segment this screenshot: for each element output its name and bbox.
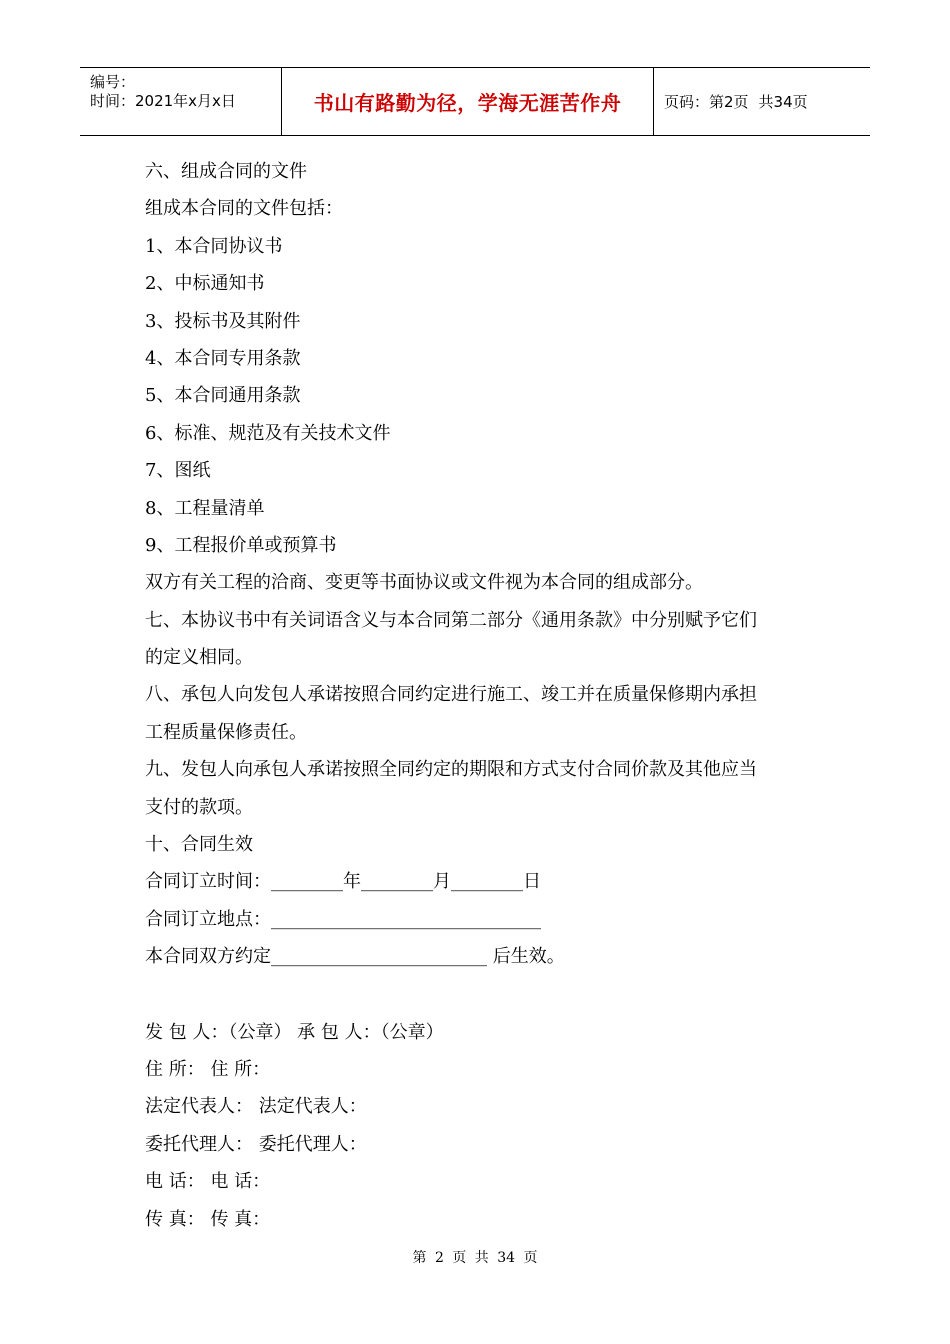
body-line: 1、本合同协议书 — [145, 235, 283, 257]
header-meta-cell — [80, 68, 282, 135]
body-line: 组成本合同的文件包括： — [145, 198, 343, 220]
document-body — [145, 157, 805, 1242]
page-header — [80, 67, 870, 136]
signature-agent-line: 委托代理人： 委托代理人： — [145, 1133, 367, 1155]
body-line: 5、本合同通用条款 — [145, 385, 301, 407]
body-line: 8、工程量清单 — [145, 497, 265, 519]
body-line: 十、合同生效 — [145, 834, 253, 856]
body-line: 的定义相同。 — [145, 647, 253, 669]
body-line: 九、发包人向承包人承诺按照全同约定的期限和方式支付合同价款及其他应当 — [145, 759, 757, 781]
body-line: 六、组成合同的文件 — [145, 161, 307, 182]
body-line: 7、图纸 — [145, 460, 211, 482]
body-line: 工程质量保修责任。 — [145, 721, 307, 743]
body-line: 6、标准、规范及有关技术文件 — [145, 422, 391, 444]
body-line: 3、投标书及其附件 — [145, 310, 301, 332]
header-motto-cell — [282, 68, 654, 135]
effective-condition-line: 本合同双方约定________________________ 后生效。 — [145, 946, 565, 968]
body-line: 支付的款项。 — [145, 796, 253, 818]
body-line: 4、本合同专用条款 — [145, 347, 301, 369]
signature-phone-line: 电 话： 电 话： — [145, 1171, 271, 1193]
page-footer: 第 2 页 共 34 页 — [412, 1250, 538, 1266]
signature-fax-line: 传 真： 传 真： — [145, 1208, 271, 1230]
section-spacer — [145, 980, 805, 1018]
header-page-cell — [654, 68, 870, 135]
body-line: 七、本协议书中有关词语含义与本合同第二部分《通用条款》中分别赋予它们 — [145, 609, 757, 631]
signature-legal-rep-line: 法定代表人： 法定代表人： — [145, 1096, 367, 1118]
body-line: 9、工程报价单或预算书 — [145, 534, 337, 556]
body-line: 2、中标通知书 — [145, 273, 265, 295]
signature-party-line: 发 包 人：（公章） 承 包 人：（公章） — [145, 1021, 444, 1043]
document-time-label: 时间：2021年x月x日 — [90, 92, 236, 110]
body-line: 八、承包人向发包人承诺按照合同约定进行施工、竣工并在质量保修期内承担 — [145, 684, 757, 706]
body-line: 双方有关工程的洽商、变更等书面协议或文件视为本合同的组成部分。 — [145, 572, 703, 594]
document-number-label: 编号： — [90, 73, 136, 91]
header-page-label: 页码：第2页 — [664, 93, 749, 111]
signature-address-line: 住 所： 住 所： — [145, 1058, 271, 1080]
header-motto: 书山有路勤为径，学海无涯苦作舟 — [313, 91, 622, 115]
signing-place-line: 合同订立地点：______________________________ — [145, 908, 541, 930]
signing-date-line: 合同订立时间：________年________月________日 — [145, 871, 541, 893]
header-total-label: 共34页 — [758, 93, 808, 111]
